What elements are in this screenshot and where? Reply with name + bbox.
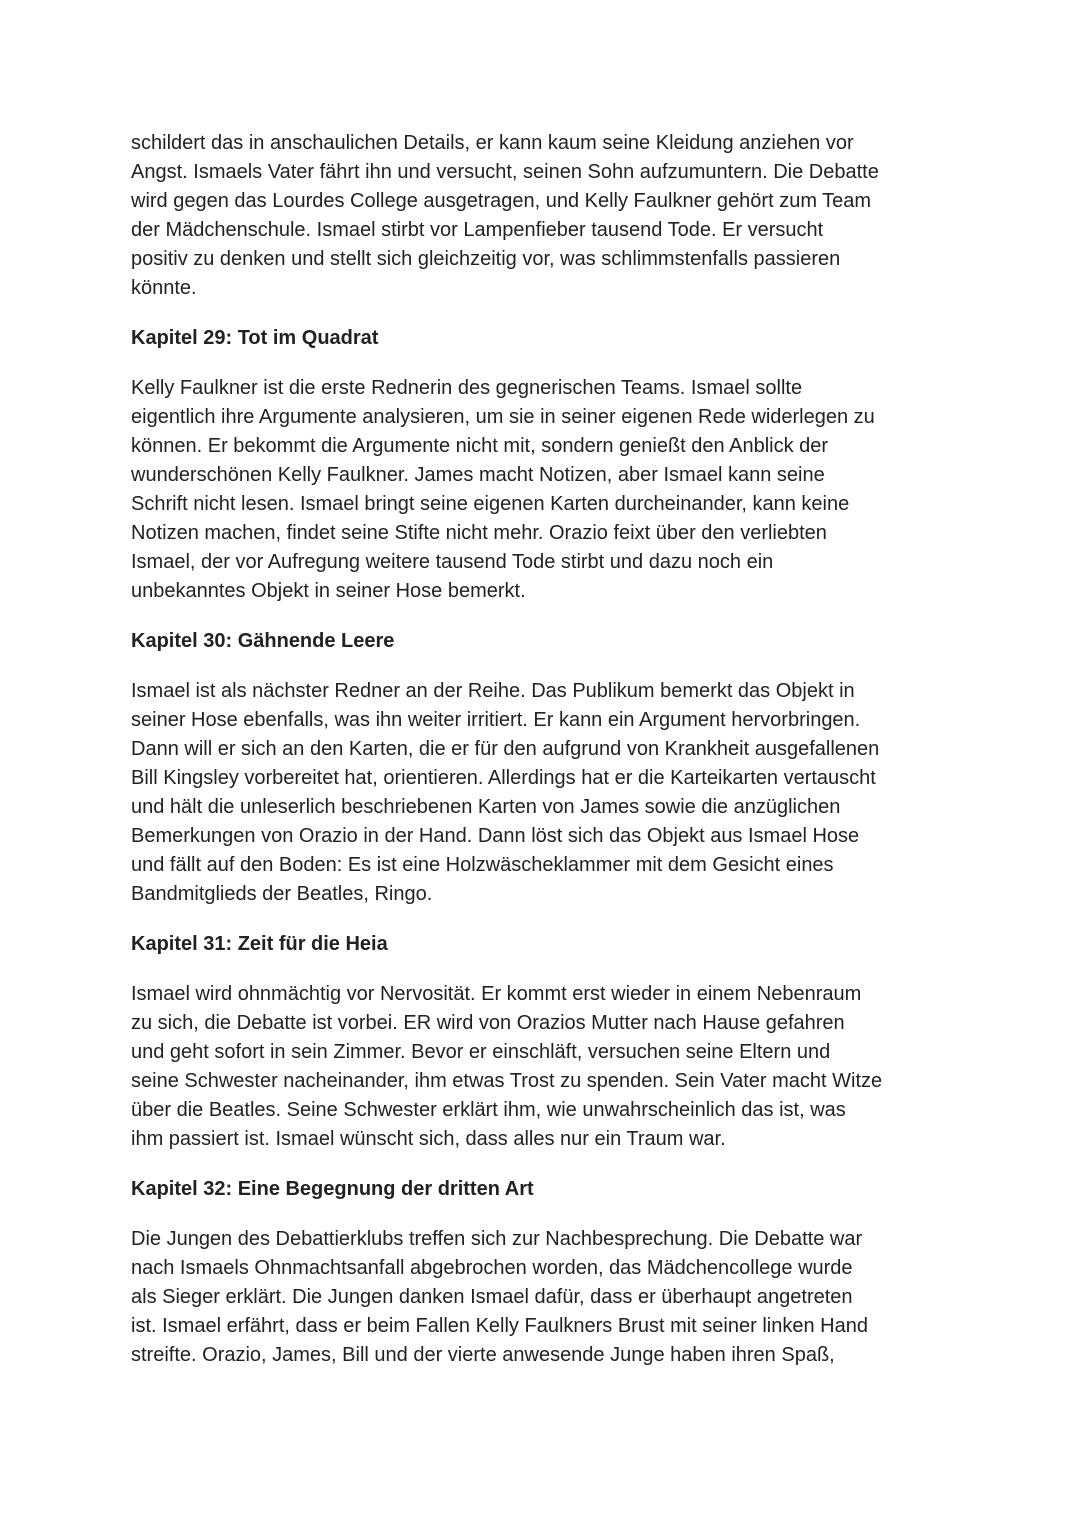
document-page [131,129,959,1370]
paragraph-chapter-32: Die Jungen des Debattierklubs treffen sich zur Nachbesprechung. Die Debatte war nach Ismaels Ohnmachtsanfall abgebrochen worden, das Mädchencollege wurde als Sieger erklärt. Die Jungen danken Ismael dafür, dass er überhaupt angetreten ist. Ismael erfährt, dass er beim Fallen Kelly Faulkners Brust mit seiner linken Hand streifte. Orazio, James, Bill und der vierte anwesende Junge haben ihren Spaß, [131,1228,868,1366]
paragraph-chapter-29: Kelly Faulkner ist die erste Rednerin des gegnerischen Teams. Ismael sollte eigentlich ihre Argumente analysieren, um sie in seiner eigenen Rede widerlegen zu können. Er bekommt die Argumente nicht mit, sondern genießt den Anblick der wunderschönen Kelly Faulkner. James macht Notizen, aber Ismael kann seine Schrift nicht lesen. Ismael bringt seine eigenen Karten durcheinander, kann keine Notizen machen, findet seine Stifte nicht mehr. Orazio feixt über den verliebten Ismael, der vor Aufregung weitere tausend Tode stirbt und dazu noch ein unbekanntes Objekt in seiner Hose bemerkt. [131,377,875,602]
heading-chapter-31: Kapitel 31: Zeit für die Heia [131,933,388,955]
paragraph-chapter-31: Ismael wird ohnmächtig vor Nervosität. Er kommt erst wieder in einem Nebenraum zu sich, die Debatte ist vorbei. ER wird von Orazios Mutter nach Hause gefahren und geht sofort in sein Zimmer. Bevor er einschläft, versuchen seine Eltern und seine Schwester nacheinander, ihm etwas Trost zu spenden. Sein Vater macht Witze über die Beatles. Seine Schwester erklärt ihm, wie unwahrscheinlich das ist, was ihm passiert ist. Ismael wünscht sich, dass alles nur ein Traum war. [131,983,883,1150]
paragraph-chapter-28-end: schildert das in anschaulichen Details, er kann kaum seine Kleidung anziehen vor Angst. Ismaels Vater fährt ihn und versucht, seinen Sohn aufzumuntern. Die Debatte wird gegen das Lourdes College ausgetragen, und Kelly Faulkner gehört zum Team der Mädchenschule. Ismael stirbt vor Lampenfieber tausend Tode. Er versucht positiv zu denken und stellt sich gleichzeitig vor, was schlimmstenfalls passieren könnte. [131,132,879,299]
paragraph-chapter-30: Ismael ist als nächster Redner an der Reihe. Das Publikum bemerkt das Objekt in seiner Hose ebenfalls, was ihn weiter irritiert. Er kann ein Argument hervorbringen. Dann will er sich an den Karten, die er für den aufgrund von Krankheit ausgefallenen Bill Kingsley vorbereitet hat, orientieren. Allerdings hat er die Karteikarten vertauscht und hält die unleserlich beschriebenen Karten von James sowie die anzüglichen Bemerkungen von Orazio in der Hand. Dann löst sich das Objekt aus Ismael Hose und fällt auf den Boden: Es ist eine Holzwäscheklammer mit dem Gesicht eines Bandmitglieds der Beatles, Ringo. [131,680,880,905]
heading-chapter-29: Kapitel 29: Tot im Quadrat [131,327,379,349]
heading-chapter-32: Kapitel 32: Eine Begegnung der dritten Art [131,1178,534,1200]
heading-chapter-30: Kapitel 30: Gähnende Leere [131,630,395,652]
